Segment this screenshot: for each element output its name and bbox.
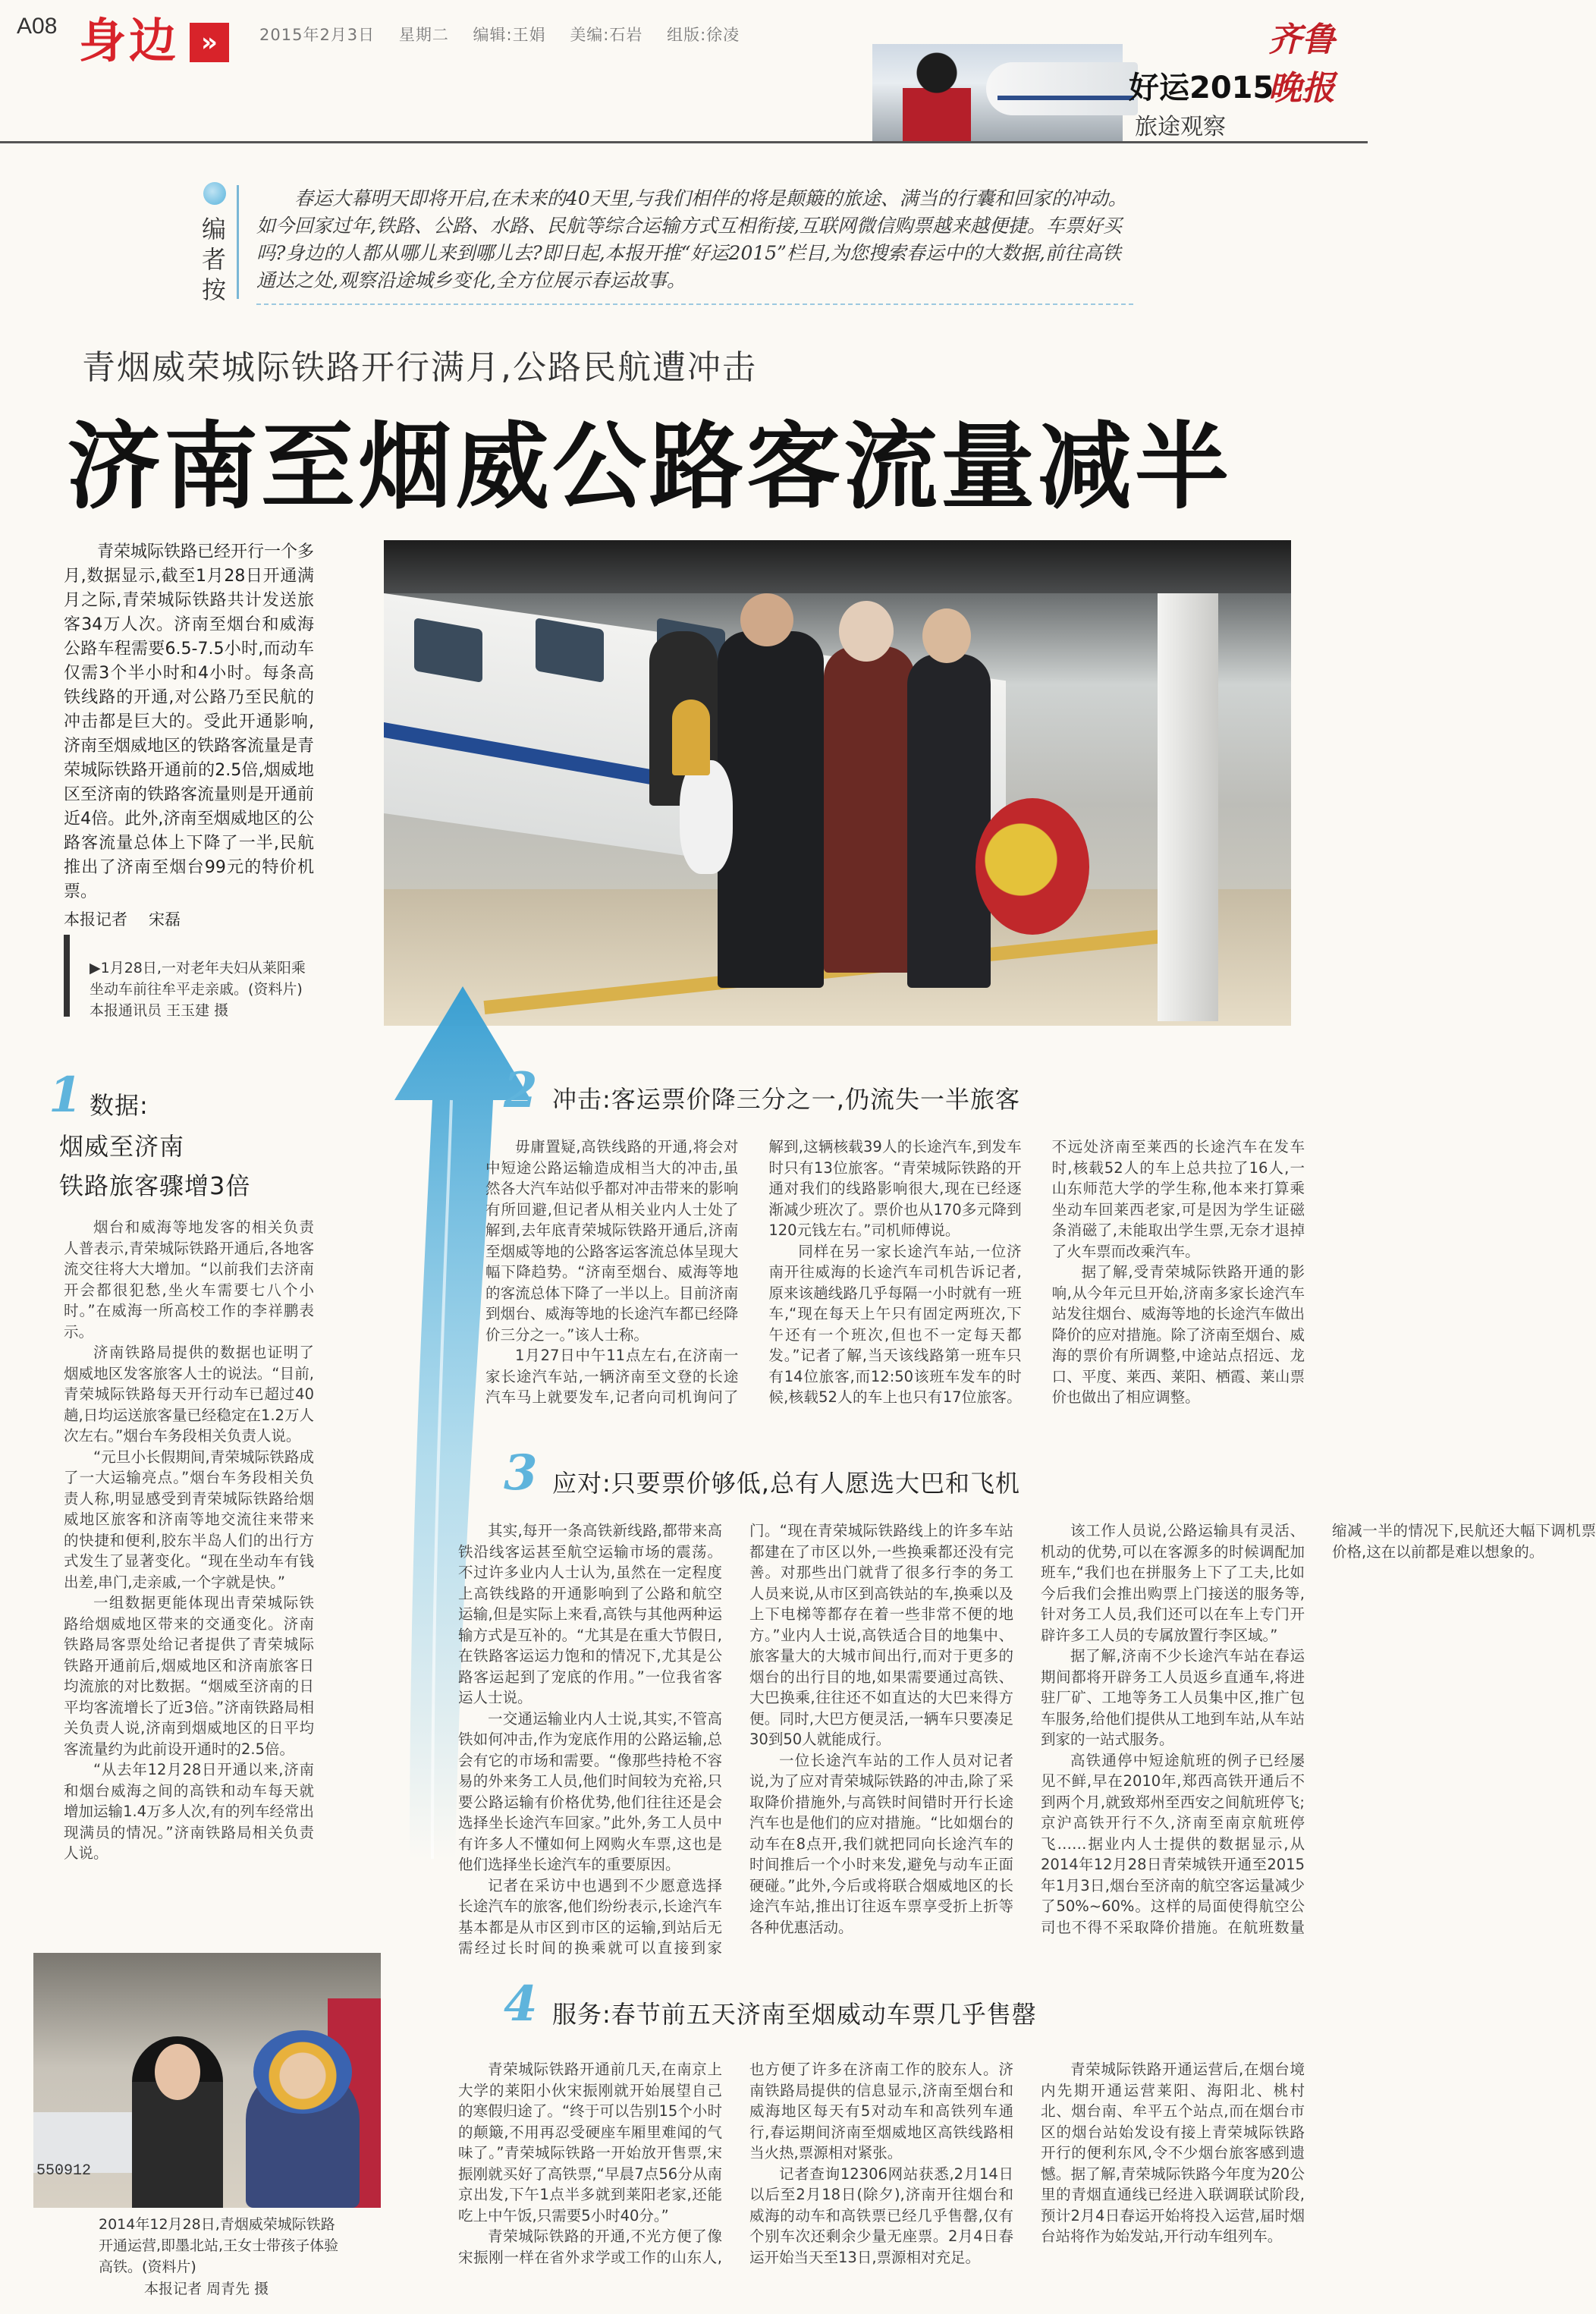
body-paragraph: 青荣城际铁路的开通,不光方便了像宋振刚一样在省外求学或工作的山东人,也方便了许多在济南工作的胶东人。济南铁路局提供的信息显示,济南至烟台和威海地区每天有5对动车和高铁列车通行,春运期间济南至烟威地区高铁线路相当火热,票源相对紧张。 (458, 2061, 1013, 2266)
main-photo-caption: ▶1月28日,一对老年夫妇从莱阳乘坐动车前往牟平走亲戚。(资料片) 本报通讯员 王玉建 摄 (90, 960, 306, 1019)
body-paragraph: 烟台和威海等地发客的相关负责人普表示,青荣城际铁路开通后,各地客流交往将大大增加。“以前我们去济南开会都很犯愁,坐火车需要七八个小时。”在威海一所高校工作的李祥鹏表示。 (64, 1218, 314, 1341)
body-paragraph: 记者查询12306网站获悉,2月14日以后至2月18日(除夕),济南开往烟台和威海的动车和高铁票已经几乎售罄,仅有个别车次还剩余少量无座票。2月4日春运开始当天至13日,票源相对充足。 (749, 2165, 1013, 2266)
body-paragraph: 青荣城际铁路开通运营后,在烟台境内先期开通运营莱阳、海阳北、桃村北、烟台南、牟平五个站点,而在烟台市区的烟台站始发设有接上青荣城际铁路开行的便利东风,令不少烟台旅客感到遗憾。据了解,青荣城际铁路今年度为20公里的青烟直通线已经进入联调联试阶段,预计2月4日春运开始将投入运营,届时烟台站将作为始发站,开行动车组列车。 (1041, 2061, 1305, 2245)
bottom-left-photo (33, 1953, 381, 2208)
section-1-number: 1 (49, 1067, 83, 1124)
body-paragraph: 记者在采访中也遇到不少愿意选择长途汽车的旅客,他们纷纷表示,长途汽车基本都是从市区到市区的运输,到站后无需经过长时间的换乘就可以直接到家门。“现在青荣城际铁路线上的许多车站都建在了市区以外,一些换乘都还没有完善。对那些出门就背了很多行李的务工人员来说,从市区到高铁站的车,换乘以及上下电梯等都存在着一些非常不便的地方。”业内人士说,高铁适合目的地集中、旅客量大的大城市间出行,而对于更多的烟台的出行目的地,如果需要通过高铁、大巴换乘,往往还不如直达的大巴来得方便。同时,大巴方便灵活,一辆车只要凑足30到50人就能成行。 (458, 1522, 1013, 1957)
bottom-photo-caption: 2014年12月28日,青烟威荣城际铁路开通运营,即墨北站,王女士带孩子体验高铁。(资料片) (99, 2216, 339, 2275)
page-number: A08 (17, 14, 58, 39)
body-paragraph: 一位长途汽车站的工作人员对记者说,为了应对青荣城际铁路的冲击,除了采取降价措施外,与高铁时间错时开行长途汽车也是他们的应对措施。“比如烟台的动车在8点开,我们就把同向长途汽车的时间推后一个小时来发,避免与动车正面硬碰。”此外,今后或将联合烟威地区的长途汽车站,推出订往返车票享受折上折等各种优惠活动。 (749, 1751, 1013, 1936)
caption-marker (64, 935, 70, 1017)
section-4-title: 服务:春节前五天济南至烟威动车票几乎售罄 (552, 2000, 1037, 2029)
issue-meta (259, 23, 758, 46)
body-paragraph: “元旦小长假期间,青荣城际铁路成了一大运输亮点。”烟台车务段相关负责人称,明显感受到青荣城际铁路给烟威地区旅客和济南等地交流往来带来的快捷和便利,胶东半岛人们的出行方式发生了显著变化。“现在坐动车有钱出差,串门,走亲戚,一个字就是快。” (64, 1448, 314, 1591)
editor-note-text: 春运大幕明天即将开启,在未来的40天里,与我们相伴的将是颠簸的旅途、满当的行囊和回家的冲动。如今回家过年,铁路、公路、水路、民航等综合运输方式互相衔接,互联网微信购票越来越便捷。车票好买吗?身边的人都从哪儿来到哪儿去?即日起,本报开推“好运2015”栏目,为您搜索春运中的大数据,前往高铁通达之处,观察沿途城乡变化,全方位展示春运故事。 (256, 187, 1127, 291)
issue-date: 2015年2月3日 (259, 26, 375, 44)
column-header-photo (872, 44, 1123, 141)
section-2-title: 冲击:客运票价降三分之一,仍流失一半旅客 (552, 1085, 1020, 1114)
body-paragraph: 其实,每开一条高铁新线路,都带来高铁沿线客运甚至航空运输市场的震荡。不过许多业内人士认为,虽然在一定程度上高铁线路的开通影响到了公路和航空运输,但是实际上来看,高铁与其他两种运输方式是互补的。“尤其是在重大节假日,在铁路客运运力饱和的情况下,尤其是公路客运起到了宠底的作用。”一位我省客运人士说。 (458, 1522, 722, 1706)
child-hat (253, 2030, 352, 2114)
layout-credit: 组版:徐凌 (667, 26, 740, 44)
section-1-title-line3: 铁路旅客骤增3倍 (59, 1171, 251, 1200)
body-paragraph: 据了解,受青荣城际铁路开通的影响,从今年元旦开始,济南多家长途汽车站发往烟台、威海等地的长途汽车做出降价的应对措施。除了济南至烟台、威海的票价有所调整,中途站点招远、龙口、平度、莱西、莱阳、栖霞、莱山票价也做出了相应调整。 (1051, 1263, 1305, 1406)
elderly-woman-head (839, 601, 894, 662)
art-editor-credit: 美编:石岩 (570, 26, 643, 44)
note-divider (256, 303, 1136, 305)
section-arrow-icon: » (190, 23, 229, 62)
section-3-title: 应对:只要票价够低,总有人愿选大巴和飞机 (552, 1469, 1020, 1498)
bottom-photo-byline: 本报记者 周青先 摄 (144, 2281, 269, 2297)
header-rule (0, 141, 1368, 143)
section-4-number: 4 (504, 1976, 538, 2033)
red-bag-figure (976, 798, 1089, 935)
issue-weekday: 星期二 (398, 26, 449, 44)
section-3-body (458, 1520, 1596, 1971)
body-paragraph: 济南铁路局提供的数据也证明了烟威地区发客旅客人士的说法。“目前,青荣城际铁路每天开行动车已超过40趟,日均运送旅客量已经稳定在1.2万人次左右。”烟台车务段相关负责人说。 (64, 1344, 314, 1445)
woman-face (155, 2044, 200, 2100)
main-photo (384, 540, 1291, 1021)
section-2-body (485, 1137, 1305, 1435)
body-paragraph: 高铁通停中短途航班的例子已经屡见不鲜,早在2010年,郑西高铁开通后不到两个月,就致郑州至西安之间航班停飞;京沪高铁开行不久,济南至南京航班停飞……据业内人士提供的数据显示,从2014年12月28日青荣城铁开通至2015年1月3日,烟台至济南的航空客运量减少了50%~60%。这样的局面使得航空公司也不得不采取降价措施。在航班数量缩减一半的情况下,民航还大幅下调机票价格,这在以前都是难以想象的。 (1041, 1522, 1596, 1936)
body-paragraph: 青荣城际铁路开通前几天,在南京上大学的莱阳小伙宋振刚就开始展望自己的寒假归途了。“终于可以告别15个小时的颠簸,不用再忍受硬座车厢里难闻的气味了。”青荣城际铁路一开始放开售票,宋振刚就买好了高铁票,“早晨7点56分从南京出发,下午1点半多就到莱阳老家,还能吃上中午饭,只需要5小时40分。” (458, 2061, 722, 2224)
editor-credit: 编辑:王娟 (473, 26, 546, 44)
article-byline (64, 907, 181, 930)
note-label-char: 者 (201, 245, 226, 274)
article-lead: 青荣城际铁路已经开行一个多月,数据显示,截至1月28日开通满月之际,青荣城际铁路共计发送旅客34万人次。济南至烟台和威海公路车程需要6.5-7.5小时,而动车仅需3个半小时和4小时。每条高铁线路的开通,对公路乃至民航的冲击都是巨大的。受此开通影响,济南至烟威地区的铁路客流量是青荣城际铁路开通前的2.5倍,烟威地区至济南的铁路客流量则是开通前近4倍。此外,济南至烟威地区的公路客流量总体上下降了一半,民航推出了济南至烟台99元的特价机票。 (64, 542, 315, 901)
byline-name: 宋磊 (149, 910, 181, 929)
body-paragraph: 1月27日中午11点左右,在济南一家长途汽车站,一辆济南至文登的长途汽车马上就要发车,记者向司机询问了解到,这辆核载39人的长途汽车,到发车时只有13位旅客。“青荣城际铁路的开通对我们的线路影响很大,现在已经逐渐减少班次了。票价也从170多元降到120元钱左右。”司机师傅说。 (485, 1138, 1022, 1406)
elderly-woman-figure (824, 646, 915, 973)
train-stripe (998, 96, 1134, 100)
white-bag-figure (680, 760, 733, 874)
body-paragraph: 据了解,济南不少长途汽车站在春运期间都将开辟务工人员返乡直通车,将进驻厂矿、工地等务工人员集中区,推广包车服务,给他们提供从工地到车站,从车站到家的一站式服务。 (1041, 1647, 1305, 1748)
section-1-body (64, 1217, 314, 1903)
newspaper-masthead: 齐鲁晚报 (1268, 20, 1335, 108)
elderly-man-figure (718, 631, 824, 988)
section-title: 身边 (79, 13, 180, 68)
section-2-number: 2 (504, 1062, 538, 1119)
byline-label: 本报记者 (64, 910, 127, 929)
editor-note-label (199, 214, 229, 305)
station-roof (384, 540, 1291, 593)
attendant-head (922, 608, 971, 663)
girl-figure (903, 50, 971, 141)
elderly-man-head (740, 593, 793, 646)
note-label-char: 按 (201, 275, 226, 304)
note-bracket (237, 185, 252, 299)
article-headline: 济南至烟威公路客流量减半 (67, 413, 1233, 522)
section-3-number: 3 (504, 1445, 538, 1501)
body-paragraph: 一组数据更能体现出青荣城际铁路给烟威地区带来的交通变化。济南铁路局客票处给记者提供了青荣城际铁路开通前后,烟威地区和济南旅客日均流旅的对比数据。“烟威至济南的日平均客流增长了近3倍。”济南铁路局相关负责人说,济南到烟威地区的日平均客流量约为此前设开通时的2.5倍。 (64, 1594, 314, 1758)
body-paragraph: “从去年12月28日开通以来,济南和烟台威海之间的高铁和动车每天就增加运输1.4万多人次,有的列车经常出现满员的情况。”济南铁路局相关负责人说。 (64, 1761, 314, 1862)
note-label-char: 编 (201, 215, 226, 244)
train-number: 550912 (36, 2162, 92, 2180)
train-figure (986, 62, 1138, 115)
body-paragraph: 该工作人员说,公路运输具有灵活、机动的优势,可以在客源多的时候调配加班车,“我们也在拼服务上下了工夫,比如今后我们会推出购票上门接送的服务等,针对务工人员,我们还可以在车上专门开辟许多工人员的专属放置行李区域。” (1041, 1522, 1305, 1644)
body-paragraph: 一交通运输业内人士说,其实,不管高铁如何冲击,作为宠底作用的公路运输,总会有它的市场和需要。“像那些持枪不容易的外来务工人员,他们时间较为充裕,只要公路运输有价格优势,他们往往还是会选择坐长途汽车回家。”此外,务工人员中有许多人不懂如何上网购火车票,这也是他们选择坐长途汽车的重要原因。 (458, 1709, 722, 1873)
section-4-body (458, 2059, 1305, 2303)
note-dot-icon (203, 182, 226, 205)
body-paragraph: 毋庸置疑,高铁线路的开通,将会对中短途公路运输造成相当大的冲击,虽然各大汽车站似乎都对冲击带来的影响有所回避,但记者从相关业内人士处了解到,去年底青荣城际铁路开通后,济南至烟威等地的公路客运客流总体呈现大幅下降趋势。“济南至烟台、威海等地的客流总体下降了一半以上。目前济南到烟台、威海等地的长途汽车都已经降价三分之一。”该人士称。 (485, 1138, 739, 1344)
body-paragraph: 同样在另一家长途汽车站,一位济南开往威海的长途汽车司机告诉记者,原来该趟线路几乎每隔一小时就有一班车,“现在每天上午只有固定两班次,下午还有一个班次,但也不一定每天都发。”记者了解,当天该线路第一班车只有14位旅客,而12:50该班车发车的时候,核载52人的车上也只有17位旅客。不远处济南至莱西的长途汽车在发车时,核载52人的车上总共拉了16人,一山东师范大学的学生称,他本来打算乘坐动车回莱西老家,可是因为学生证磁条消磁了,未能取出学生票,无奈才退掉了火车票而改乘汽车。 (768, 1138, 1305, 1406)
section-1-title: 数据: (90, 1091, 149, 1120)
section-1-title-line2: 烟威至济南 (59, 1132, 185, 1161)
column-subtitle: 旅途观察 (1135, 114, 1226, 140)
attendant-figure (907, 654, 991, 988)
station-pillar (1158, 593, 1218, 1021)
child-figure (672, 700, 710, 775)
article-subheadline: 青烟威荣城际铁路开行满月,公路民航遭冲击 (82, 348, 757, 387)
column-title: 好运2015 (1129, 71, 1274, 105)
